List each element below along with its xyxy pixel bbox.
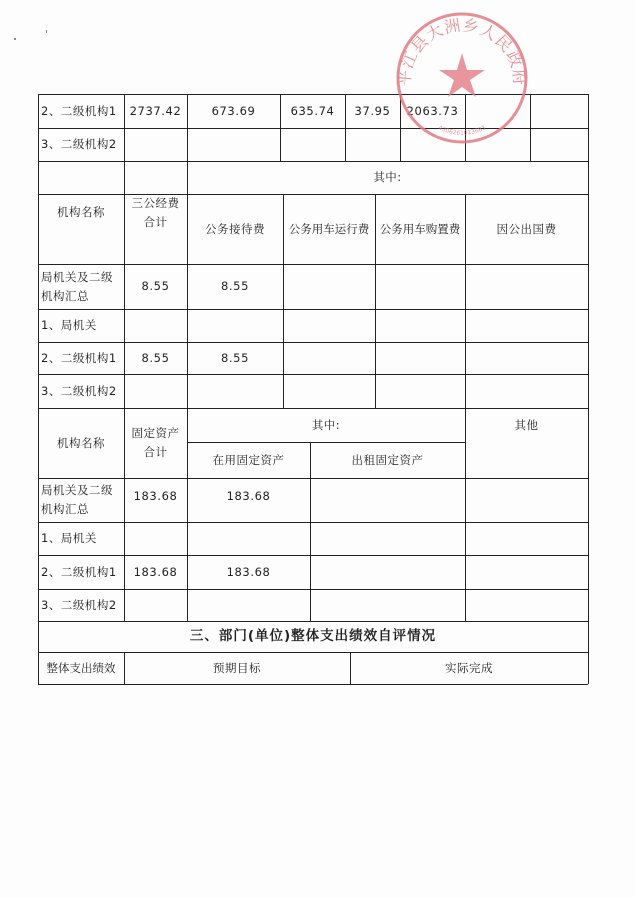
scan-speck <box>46 30 47 33</box>
org-name-header: 机构名称 <box>57 435 105 450</box>
of-which-header: 其中: <box>311 417 341 432</box>
expected-goal-header: 预期目标 <box>213 660 261 675</box>
total-header: 三公经费 合计 <box>131 195 180 229</box>
value-cell: 673.69 <box>211 103 256 118</box>
other-header: 其他 <box>514 417 539 432</box>
row-label: 3、二级机构2 <box>41 597 117 612</box>
row-label: 局机关及二级 机构汇总 <box>41 483 113 516</box>
row-label: 1、局机关 <box>41 318 97 332</box>
overseas-travel-fee-header: 因公出国费 <box>496 221 557 236</box>
total-header: 固定资产 合计 <box>131 426 180 459</box>
scan-speck <box>14 38 16 40</box>
value-cell <box>530 94 588 128</box>
svg-text:4306261013683: 4306261013683 <box>437 124 487 137</box>
vehicle-purchase-fee-header: 公务用车购置费 <box>379 221 461 236</box>
official-seal-stamp <box>392 8 532 148</box>
svg-text:平江县大洲乡人民政府: 平江县大洲乡人民政府 <box>394 15 530 87</box>
actual-completion-header: 实际完成 <box>445 660 493 675</box>
vehicle-operation-fee-header: 公务用车运行费 <box>288 221 370 236</box>
row-label: 3、二级机构2 <box>41 137 117 151</box>
of-which-header: 其中: <box>373 170 402 184</box>
value-cell: 37.95 <box>354 103 391 118</box>
value-cell: 2737.42 <box>129 103 182 118</box>
value-cell: 183.68 <box>226 488 271 503</box>
in-use-assets-header: 在用固定资产 <box>212 452 285 467</box>
value-cell: 2063.73 <box>406 103 459 118</box>
value-cell: 635.74 <box>290 103 335 118</box>
section-title: 三、部门(单位)整体支出绩效自评情况 <box>189 628 437 644</box>
value-cell: 183.68 <box>133 564 178 579</box>
org-name-header: 机构名称 <box>57 205 105 219</box>
value-cell: 8.55 <box>220 350 249 365</box>
reception-fee-header: 公务接待费 <box>205 221 265 236</box>
row-label: 1、局机关 <box>41 531 97 545</box>
value-cell: 8.55 <box>141 279 170 293</box>
row-label: 2、二级机构1 <box>41 350 117 365</box>
value-cell: 8.55 <box>141 350 170 365</box>
row-label: 3、二级机构2 <box>41 383 117 398</box>
leased-assets-header: 出租固定资产 <box>351 452 424 467</box>
value-cell: 183.68 <box>226 564 271 579</box>
value-cell: 183.68 <box>133 488 178 503</box>
value-cell: 8.55 <box>220 279 249 293</box>
row-label: 2、二级机构1 <box>41 103 117 118</box>
overall-performance-label: 整体支出绩效 <box>46 660 116 675</box>
row-label: 2、二级机构1 <box>41 564 117 579</box>
row-label: 局机关及二级 机构汇总 <box>41 269 113 303</box>
